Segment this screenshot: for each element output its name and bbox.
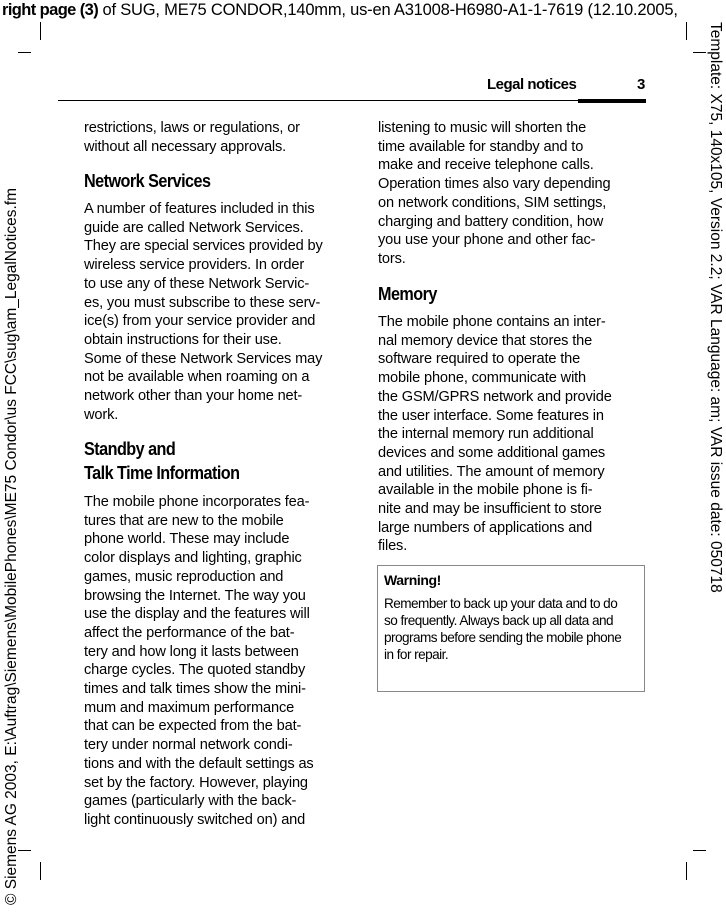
- crop-mark: [693, 850, 706, 851]
- warning-text: Remember to back up your data and to do so frequently. Always back up all data and programs before sending the mobile phone in for repair.: [384, 596, 622, 662]
- continued-paragraph: listening to music will shorten the time available for standby and to make and receive telephone calls. Operation times also vary depending on network conditions, SIM settings, charging and battery condition, how you use your phone and other fac- tors.: [378, 120, 611, 267]
- print-header-rest: of SUG, ME75 CONDOR,140mm, us-en A31008-H6980-A1-1-7619 (12.10.2005,: [98, 1, 678, 19]
- intro-paragraph: restrictions, laws or regulations, or without all necessary approvals.: [84, 120, 300, 155]
- warning-box: [377, 565, 645, 692]
- crop-mark: [40, 22, 41, 40]
- page-number: 3: [637, 76, 645, 93]
- template-sidebar: Template: X75, 140x105, Version 2.2; VAR Language: am; VAR issue date: 050718: [707, 22, 724, 593]
- memory-heading: Memory: [378, 284, 437, 304]
- file-path-sidebar: © Siemens AG 2003, E:\Auftrag\Siemens\MobilePhones\ME75 Condor\us FCC\sug\am_LegalNotices.fm: [3, 187, 20, 905]
- crop-mark: [686, 22, 687, 40]
- print-header: [2, 1, 678, 20]
- header-rule-accent: [578, 99, 646, 103]
- crop-mark: [693, 52, 706, 53]
- network-services-heading: Network Services: [84, 171, 211, 191]
- running-header-title: Legal notices: [487, 76, 577, 93]
- warning-title: Warning!: [384, 572, 441, 588]
- network-services-paragraph: A number of features included in this guide are called Network Services. They are special services provided by wireless service providers. In order to use any of these Network Servic- es, you must subscribe to these serv- ice(s) from your service provider and obtain instructions for their use. Some of these Network Services may not be available when roaming on a network other than your home net- work.: [84, 201, 323, 423]
- standby-paragraph: The mobile phone incorporates fea- tures that are new to the mobile phone world. These may include color displays and lighting, graphic games, music reproduction and browsing the Internet. The way you use the display and the features will affect the performance of the bat- tery and how long it lasts between charge cycles. The quoted standby times and talk times show the mini- mum and maximum performance that can be expected from the bat- tery under normal network condi- tions and with the default settings as set by the factory. However, playing games (particularly with the back- light continuously switched on) and: [84, 494, 314, 828]
- crop-mark: [686, 862, 687, 880]
- standby-heading: Standby and Talk Time Information: [84, 439, 240, 483]
- header-rule: [58, 100, 646, 101]
- crop-mark: [18, 52, 31, 53]
- print-header-bold: right page (3): [2, 1, 99, 19]
- memory-paragraph: The mobile phone contains an inter- nal memory device that stores the software required to operate the mobile phone, communicate with the GSM/GPRS network and provide the user interface. Some features in the internal memory run additional devices and some additional games and utilities. The amount of memory available in the mobile phone is fi- nite and may be insufficient to store large numbers of applications and files.: [378, 314, 612, 555]
- crop-mark: [40, 862, 41, 880]
